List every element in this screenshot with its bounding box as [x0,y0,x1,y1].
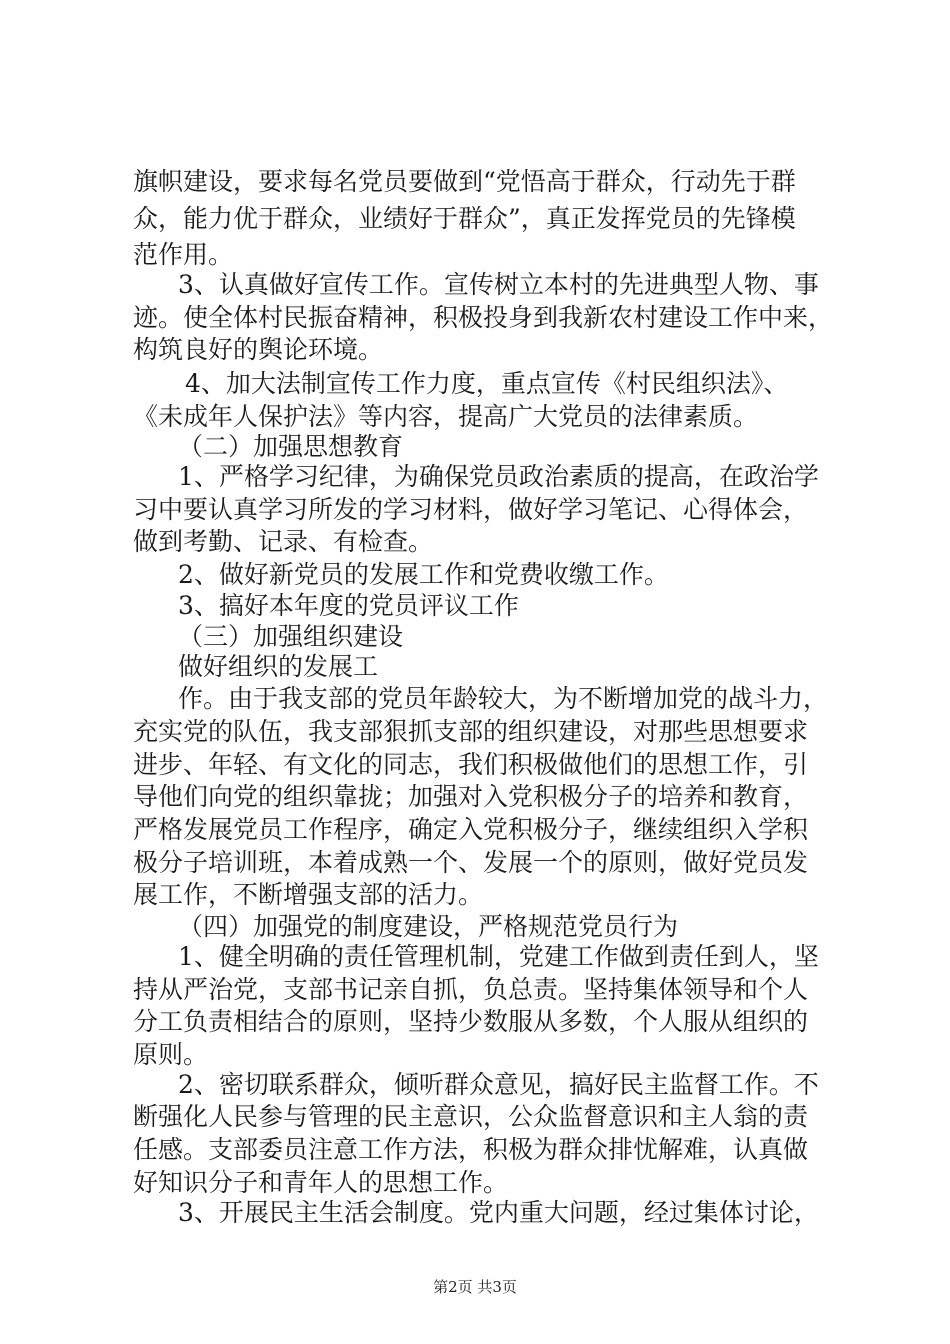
body-line-4: 3、认真做好宣传工作。宣传树立本村的先进典型人物、事 [178,270,819,299]
body-line-31: 任感。支部委员注意工作方法，积极为群众排忧解难，认真做 [133,1135,809,1164]
body-line-14: 3、搞好本年度的党员评议工作 [178,591,519,620]
body-line-11: 习中要认真学习所发的学习材料，做好学习笔记、心得体会， [133,495,809,524]
body-line-29: 2、密切联系群众，倾听群众意见，搞好民主监督工作。不 [178,1070,819,1099]
body-line-12: 做到考勤、记录、有检查。 [133,527,434,556]
body-line-23: 展工作，不断增强支部的活力。 [133,880,484,909]
body-line-8: 《未成年人保护法》等内容，提高广大党员的法律素质。 [133,402,759,431]
body-line-7: 4、加大法制宣传工作力度，重点宣传《村民组织法》、 [185,369,789,398]
body-line-16: 做好组织的发展工 [178,652,379,681]
body-line-28: 原则。 [133,1040,209,1069]
body-line-32: 好知识分子和青年人的思想工作。 [133,1168,509,1197]
body-line-26: 持从严治党，支部书记亲自抓，负总责。坚持集体领导和个人 [133,975,809,1004]
body-line-5: 迹。使全体村民振奋精神，积极投身到我新农村建设工作中来， [133,303,834,332]
body-line-13: 2、做好新党员的发展工作和党费收缴工作。 [178,560,669,589]
body-line-19: 进步、年轻、有文化的同志，我们积极做他们的思想工作，引 [133,750,809,779]
body-line-2: 众，能力优于群众，业绩好于群众”，真正发挥党员的先锋模 [133,204,796,233]
body-line-6: 构筑良好的舆论环境。 [133,335,384,364]
body-line-21: 严格发展党员工作程序，确定入党积极分子，继续组织入学积 [133,815,809,844]
body-line-1: 旗帜建设，要求每名党员要做到“党悟高于群众，行动先于群 [133,167,796,196]
section-heading-3: （三）加强组织建设 [178,622,404,651]
page-number-footer: 第2页 共3页 [433,1278,517,1296]
body-line-27: 分工负责相结合的原则，坚持少数服从多数，个人服从组织的 [133,1007,809,1036]
body-line-20: 导他们向党的组织靠拢；加强对入党积极分子的培养和教育， [133,782,809,811]
body-line-10: 1、严格学习纪律，为确保党员政治素质的提高，在政治学 [178,462,819,491]
body-line-3: 范作用。 [133,240,234,269]
body-line-22: 极分子培训班，本着成熟一个、发展一个的原则，做好党员发 [133,848,809,877]
body-line-33: 3、开展民主生活会制度。党内重大问题，经过集体讨论， [178,1198,819,1227]
section-heading-4: （四）加强党的制度建设，严格规范党员行为 [178,912,679,941]
section-heading-2: （二）加强思想教育 [178,432,404,461]
body-line-25: 1、健全明确的责任管理机制，党建工作做到责任到人，坚 [178,942,819,971]
body-line-17: 作。由于我支部的党员年龄较大，为不断增加党的战斗力， [178,684,829,713]
body-line-18: 充实党的队伍，我支部狠抓支部的组织建设，对那些思想要求 [133,717,809,746]
body-line-30: 断强化人民参与管理的民主意识，公众监督意识和主人翁的责 [133,1102,809,1131]
